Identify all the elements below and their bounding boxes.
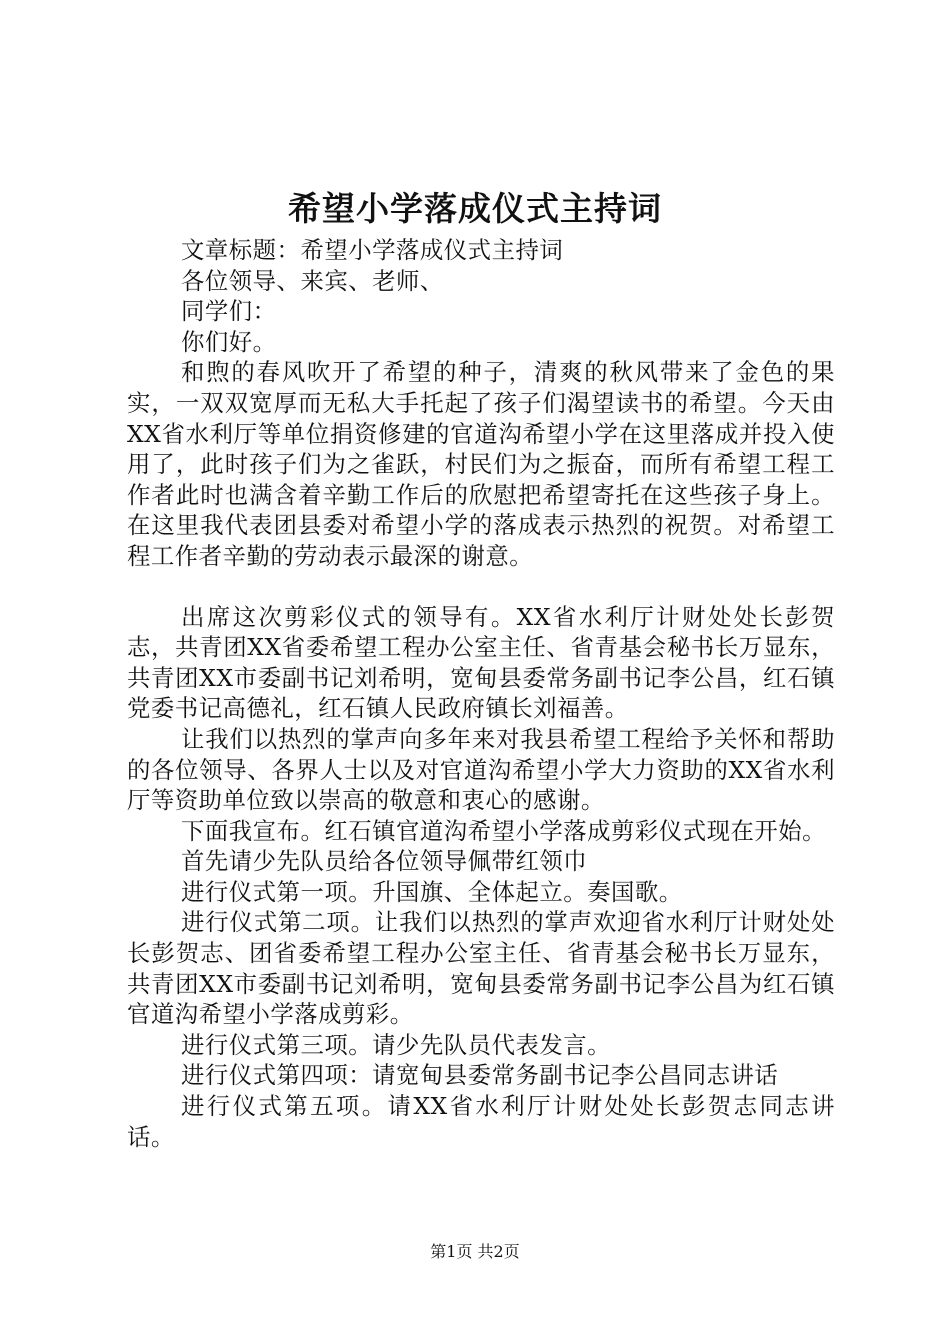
paragraph-salutation-2: 同学们： [181, 297, 277, 326]
paragraph-spacer [127, 572, 835, 602]
paragraph-item-1: 进行仪式第一项。升国旗、全体起立。奏国歌。 [181, 877, 683, 906]
document-title: 希望小学落成仪式主持词 [288, 189, 662, 228]
paragraph-greeting: 你们好。 [181, 327, 277, 356]
document-body [127, 235, 835, 1152]
paragraph-item-4: 进行仪式第四项：请宽甸县委常务副书记李公昌同志讲话 [181, 1061, 779, 1090]
paragraph-item-2: 进行仪式第二项。让我们以热烈的掌声欢迎省水利厅计财处处长彭贺志、团省委希望工程办公室主任、省青基会秘书长万显东，共青团XX市委副书记刘希明，宽甸县委常务副书记李公昌为红石镇官道沟希望小学落成剪彩。 [127, 908, 835, 1029]
paragraph-salutation-1: 各位领导、来宾、老师、 [181, 266, 444, 295]
paragraph-announcement: 下面我宣布。红石镇官道沟希望小学落成剪彩仪式现在开始。 [181, 816, 827, 845]
paragraph-thanks: 让我们以热烈的掌声向多年来对我县希望工程给予关怀和帮助的各位领导、各界人士以及对官道沟希望小学大力资助的XX省水利厅等资助单位致以崇高的敬意和衷心的感谢。 [127, 724, 835, 815]
paragraph-opening: 和煦的春风吹开了希望的种子，清爽的秋风带来了金色的果实，一双双宽厚而无私大手托起了孩子们渴望读书的希望。今天由XX省水利厅等单位捐资修建的官道沟希望小学在这里落成并投入使用了，此时孩子们为之雀跃，村民们为之振奋，而所有希望工程工作者此时也满含着辛勤工作后的欣慰把希望寄托在这些孩子身上。在这里我代表团县委对希望小学的落成表示热烈的祝贺。对希望工程工作者辛勤的劳动表示最深的谢意。 [127, 358, 835, 570]
paragraph-item-5: 进行仪式第五项。请XX省水利厅计财处处长彭贺志同志讲话。 [127, 1092, 835, 1151]
page-footer: 第1页 共2页 [430, 1242, 520, 1261]
paragraph-attendees: 出席这次剪彩仪式的领导有。XX省水利厅计财处处长彭贺志，共青团XX省委希望工程办公室主任、省青基会秘书长万显东，共青团XX市委副书记刘希明，宽甸县委常务副书记李公昌，红石镇党委书记高德礼，红石镇人民政府镇长刘福善。 [127, 602, 835, 723]
paragraph-item-3: 进行仪式第三项。请少先队员代表发言。 [181, 1030, 612, 1059]
paragraph-article-title: 文章标题：希望小学落成仪式主持词 [181, 236, 564, 264]
paragraph-scarves: 首先请少先队员给各位领导佩带红领巾 [181, 847, 588, 876]
